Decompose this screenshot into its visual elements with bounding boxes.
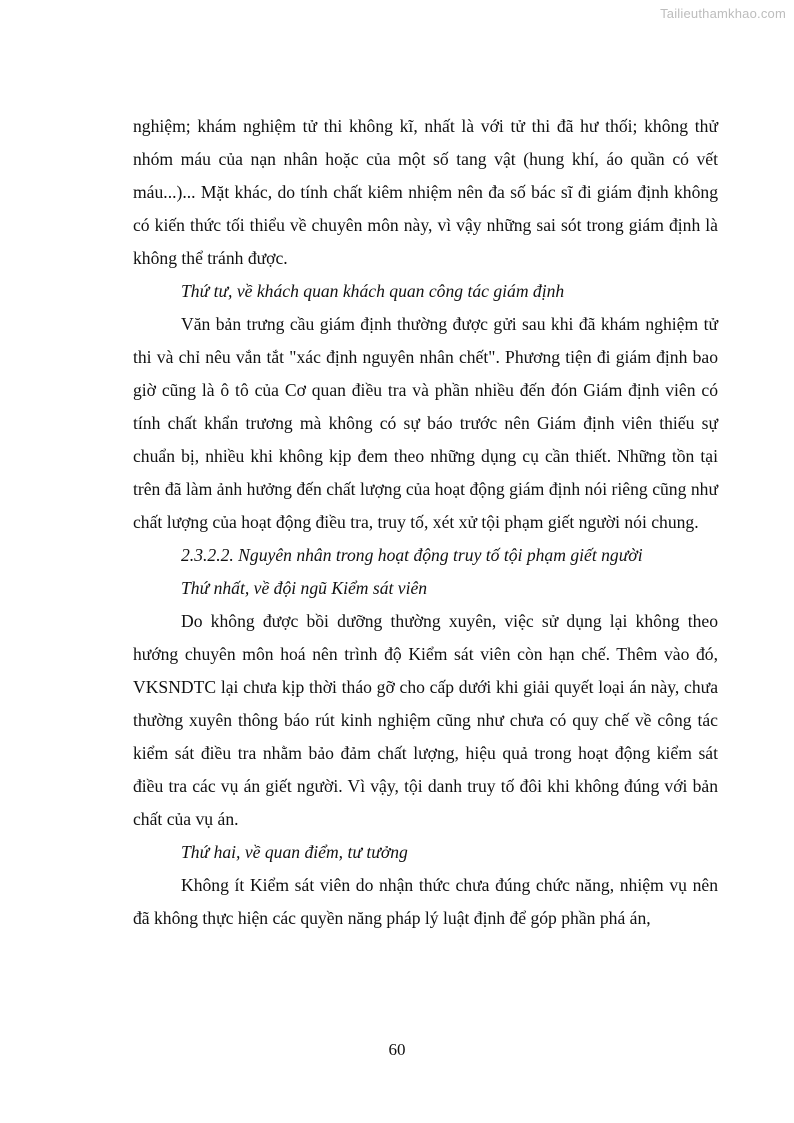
paragraph: Do không được bồi dưỡng thường xuyên, việc sử dụng lại không theo hướng chuyên môn hoá nên trình độ Kiểm sát viên còn hạn chế. Thêm vào đó, VKSNDTC lại chưa kịp thời tháo gỡ cho cấp dưới khi giải quyết loại án này, chưa thường xuyên thông báo rút kinh nghiệm cũng như chưa có quy chế về công tác kiểm sát điều tra nhằm bảo đảm chất lượng, hiệu quả trong hoạt động kiểm sát điều tra các vụ án giết người. Vì vậy, tội danh truy tố đôi khi không đúng với bản chất của vụ án. bbox=[133, 611, 718, 829]
subheading-thu-hai: Thứ hai, về quan điểm, tư tưởng bbox=[181, 842, 408, 862]
section-heading-2-3-2-2: 2.3.2.2. Nguyên nhân trong hoạt động truy tố tội phạm giết người bbox=[181, 545, 643, 565]
subheading-thu-nhat: Thứ nhất, về đội ngũ Kiểm sát viên bbox=[181, 578, 428, 598]
page-number: 60 bbox=[388, 1040, 406, 1059]
subheading-thu-tu: Thứ tư, về khách quan khách quan công tác giám định bbox=[181, 281, 565, 301]
document-body bbox=[133, 110, 718, 935]
paragraph: Văn bản trưng cầu giám định thường được gửi sau khi đã khám nghiệm tử thi và chỉ nêu vắn tắt "xác định nguyên nhân chết". Phương tiện đi giám định bao giờ cũng là ô tô của Cơ quan điều tra và phần nhiều đến đón Giám định viên có tính chất khẩn trương mà không có sự báo trước nên Giám định viên thiếu sự chuẩn bị, nhiều khi không kịp đem theo những dụng cụ cần thiết. Những tồn tại trên đã làm ảnh hưởng đến chất lượng của hoạt động giám định nói riêng cũng như chất lượng của hoạt động điều tra, truy tố, xét xử tội phạm giết người nói chung. bbox=[133, 314, 718, 532]
watermark: Tailieuthamkhao.com bbox=[660, 6, 786, 21]
paragraph-continuation: nghiệm; khám nghiệm tử thi không kĩ, nhất là với tử thi đã hư thối; không thử nhóm máu của nạn nhân hoặc của một số tang vật (hung khí, áo quần có vết máu...)... Mặt khác, do tính chất kiêm nhiệm nên đa số bác sĩ đi giám định không có kiến thức tối thiểu về chuyên môn này, vì vậy những sai sót trong giám định là không thể tránh được. bbox=[133, 116, 718, 268]
paragraph: Không ít Kiểm sát viên do nhận thức chưa đúng chức năng, nhiệm vụ nên đã không thực hiện các quyền năng pháp lý luật định để góp phần phá án, bbox=[133, 875, 718, 928]
